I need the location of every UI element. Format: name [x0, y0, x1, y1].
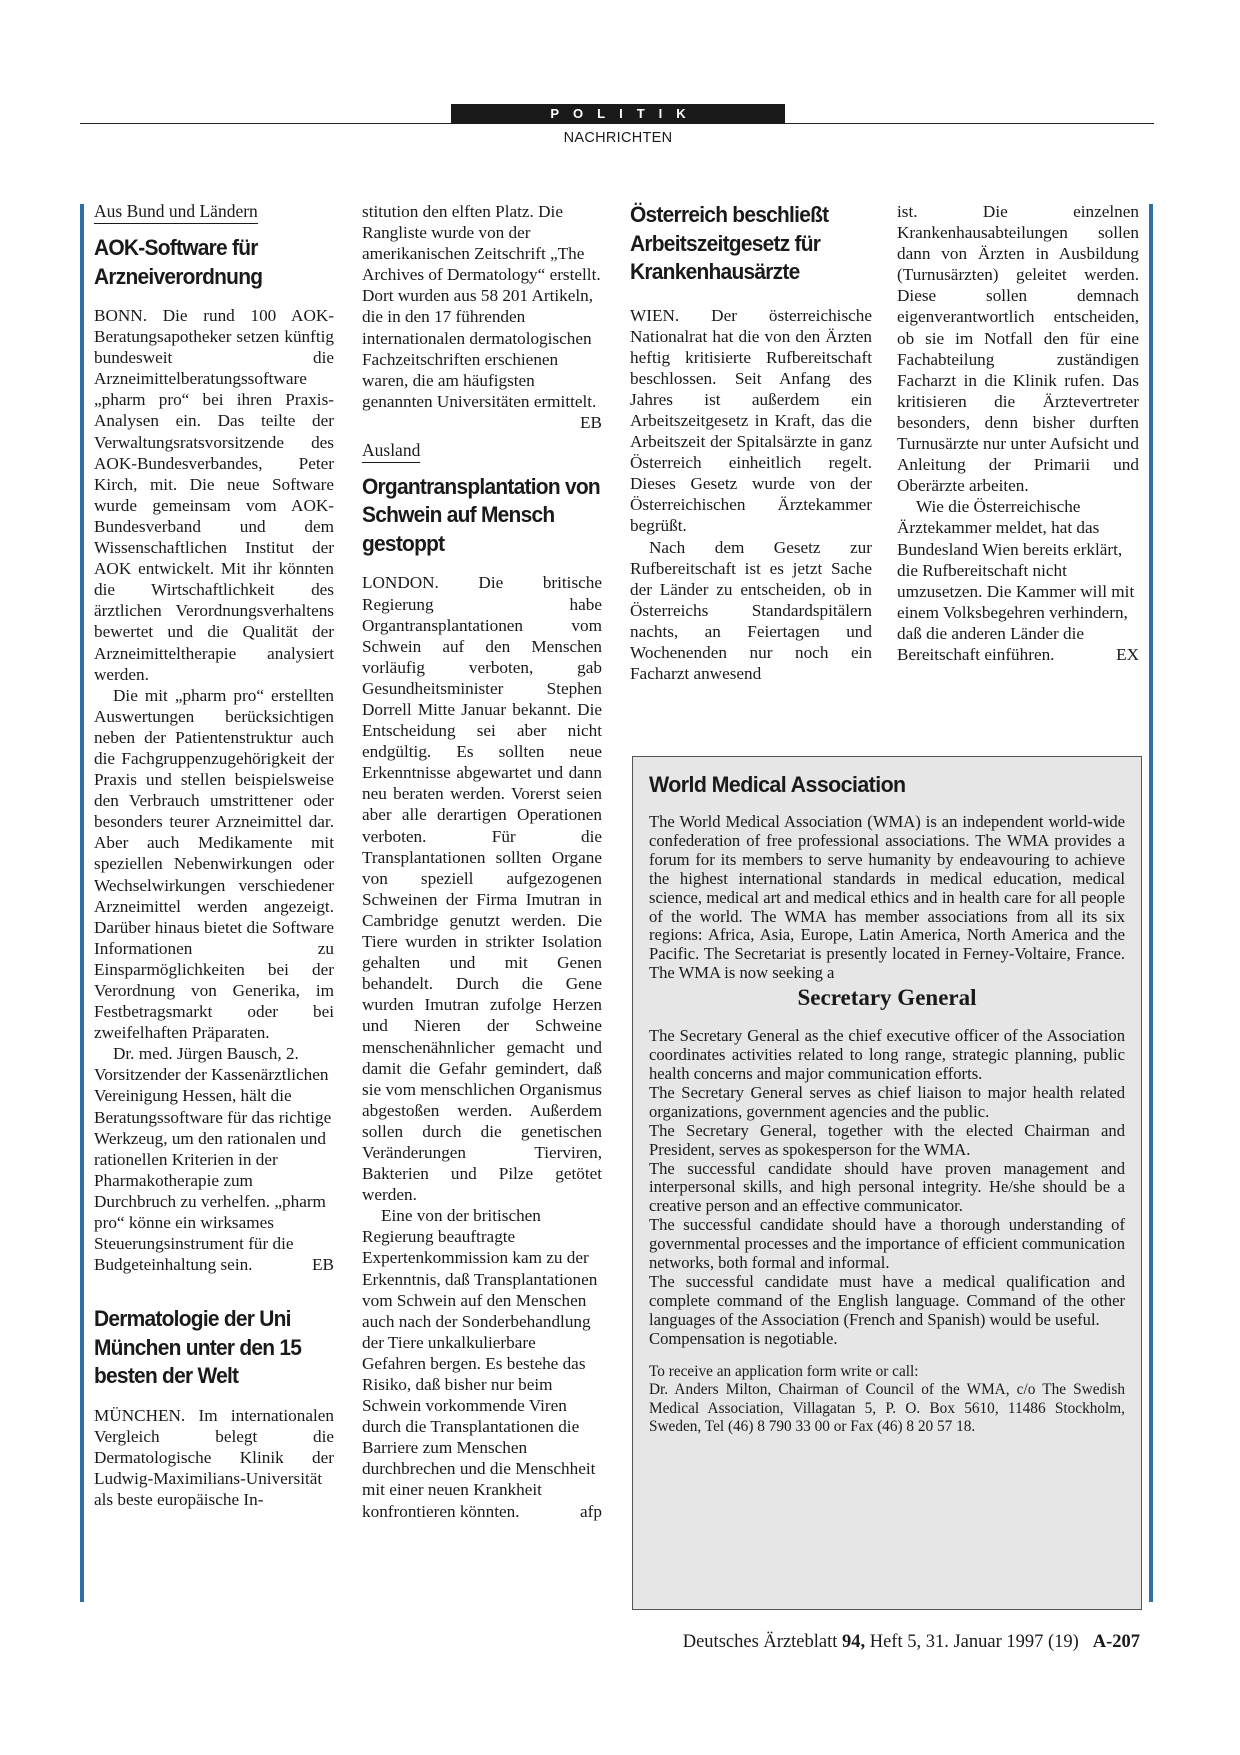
- paragraph: Die mit „pharm pro“ erstellten Auswertungen berücksichtigen neben der Patientenstruktur auch die Fachgruppenzugehörigkeit der Praxis und stellen beispielsweise den Verbrauch umstrittener oder besonders teurer Arzneimittel dar. Aber auch Medikamente mit speziellen Nebenwirkungen oder Wechselwirkungen verschiedener Arzneimittel werden angezeigt. Darüber hinaus bietet die Software Informationen zu Einsparmöglichkeiten bei der Verordnung von Generika, im Festbetragsmarkt oder bei zweifelhaften Präparaten.: [94, 685, 334, 1043]
- paragraph: BONN. Die rund 100 AOK-Beratungsapotheker setzen künftig bundesweit die Arzneimittelberatungssoftware „pharm pro“ bei ihren Praxis-Analysen ein. Das teilte der Verwaltungsratsvorsitzende des AOK-Bundesverbandes, Peter Kirch, mit. Die neue Software wurde gemeinsam vom AOK-Bundesverband und dem Wissenschaftlichen Institut der AOK entwickelt. Mit ihr könnten die Wirtschaftlichkeit des ärztlichen Verordnungsverhaltens bewertet und die Qualität der Arzneimitteltherapie analysiert werden.: [94, 306, 334, 684]
- author-sign: EX: [1116, 644, 1139, 664]
- ad-paragraph: The successful candidate must have a medical qualification and complete command of the English language. Command of the other languages of the Association (French and Spanish) would be useful.: [649, 1271, 1125, 1329]
- contact-intro: To receive an application form write or call:: [649, 1362, 919, 1380]
- ad-paragraph: The Secretary General serves as chief liaison to major health related organizations, government agencies and the public.: [649, 1082, 1125, 1121]
- headline-aok-software: AOK-Software für Arzneiverordnung: [94, 235, 263, 289]
- author-sign: EB: [580, 412, 602, 432]
- ad-paragraph: Compensation is negotiable.: [649, 1328, 838, 1348]
- ad-contact: [649, 1363, 1125, 1437]
- rubric-foreign: Ausland: [362, 440, 420, 463]
- author-sign: EB: [312, 1255, 334, 1275]
- section-label: POLITIK: [451, 104, 785, 124]
- ad-paragraph: The Secretary General, together with the elected Chairman and President, serves as spokesperson for the WMA.: [649, 1120, 1125, 1159]
- paragraph: LONDON. Die britische Regierung habe Organtransplantationen vom Schwein auf den Menschen vorläufig verboten, gab Gesundheitsminister Stephen Dorrell Mitte Januar bekannt. Die Entscheidung sei aber nicht endgültig. Es sollten neue Erkenntnisse abgewartet und dann neu beraten werden. Vorerst seien aber alle derartigen Operationen verboten. Für die Transplantationen sollten Organe von speziell aufgezogenen Schweinen der Firma Imutran in Cambridge genutzt werden. Die Tiere wurden in strikter Isolation gehalten und mit Genen behandelt. Durch die Gene wurden Imutran zufolge Herzen und Nieren der Schweine menschenähnlicher gemacht und damit die Gefahr gemindert, daß sie vom menschlichen Organismus abgestoßen werden. Außerdem sollen durch die genetischen Veränderungen Tierviren, Bakterien und Pilze getötet werden.: [362, 573, 602, 1205]
- ad-paragraph: The Secretary General as the chief executive officer of the Association coordinates activities related to long range, strategic planning, public health concerns and major communication efforts.: [649, 1026, 1125, 1083]
- volume-number: 94,: [841, 1632, 866, 1652]
- page-number: A-207: [1092, 1632, 1140, 1652]
- wma-job-advertisement: [632, 756, 1142, 1610]
- headline-organtransplantation: Organtransplantation von Schwein auf Mensch gestoppt: [362, 473, 600, 556]
- ad-paragraph: The successful candidate should have proven management and interpersonal skills, and high personal integrity. He/she should be a creative person and an effective communicator.: [649, 1158, 1125, 1216]
- page-footer: [620, 1632, 1140, 1653]
- ad-position: Secretary General: [797, 985, 977, 1011]
- contact-address: Dr. Anders Milton, Chairman of Council of the WMA, c/o The Swedish Medical Association, Villagatan 5, P. O. Box 5610, 11486 Stockholm, Sweden, Tel (46) 8 790 33 00 or Fax (46) 8 20 57 18.: [649, 1381, 1125, 1436]
- paragraph-text: Dr. med. Jürgen Bausch, 2. Vorsitzender der Kassenärztlichen Vereinigung Hessen, hält die Beratungssoftware für das richtige Werkzeug, um den rationalen und rationellen Kriterien in der Pharmakotherapie zum Durchbruch zu verhelfen. „pharm pro“ könne ein wirksames Steuerungsinstrument für die Budgeteinhaltung sein.: [94, 1044, 332, 1275]
- journal-name: Deutsches Ärzteblatt: [682, 1632, 838, 1652]
- column-1: [94, 201, 334, 1510]
- right-accent-bar: [1149, 204, 1153, 1602]
- headline-dermatologie: Dermatologie der Uni München unter den 15 besten der Welt: [94, 1306, 302, 1389]
- paragraph: Nach dem Gesetz zur Rufbereitschaft ist es jetzt Sache der Länder zu entscheiden, ob in Österreichs Standardspitälern nachts, an Feiertagen und Wochenenden nur noch ein Facharzt anwesend: [630, 537, 872, 684]
- column-3: [630, 201, 872, 684]
- paragraph: [362, 201, 602, 432]
- ad-paragraph: The successful candidate should have a thorough understanding of governmental processes and the importance of efficient communication networks, both formal and informal.: [649, 1215, 1125, 1273]
- paragraph: [94, 1043, 334, 1275]
- paragraph: WIEN. Der österreichische Nationalrat hat die von den Ärzten heftig kritisierte Rufbereitschaft beschlossen. Seit Anfang des Jahres ist außerdem ein Arbeitszeitgesetz in Kraft, das die Arbeitszeit der Spitalsärzte in ganz Österreich einheitlich regelt. Dieses Gesetz wurde von der Österreichischen Ärztekammer begrüßt.: [630, 305, 872, 536]
- subsection-label: NACHRICHTEN: [563, 130, 673, 146]
- paragraph: [362, 1205, 602, 1521]
- issue-info: Heft 5, 31. Januar 1997 (19): [869, 1632, 1079, 1652]
- paragraph: MÜNCHEN. Im internationalen Vergleich belegt die Dermatologische Klinik der Ludwig-Maximilians-Universität als beste europäische In-: [94, 1405, 334, 1510]
- paragraph-text: Wie die Österreichische Ärztekammer meldet, hat das Bundesland Wien bereits erklärt, die Rufbereitschaft nicht umzusetzen. Die Kammer will mit einem Volksbegehren verhindern, daß die anderen Länder die Bereitschaft einführen.: [897, 497, 1135, 664]
- ad-intro: The World Medical Association (WMA) is an independent world-wide confederation of free professional associations. The WMA provides a forum for its members to serve humanity by endeavouring to achieve the highest international standards in medical education, medical science, medical art and medical ethics and in health care for all people of the world. The WMA has member associations from all its six regions: Africa, Asia, Europe, Latin America, North America and the Pacific. The Secretariat is presently located in Ferney-Voltaire, France. The WMA is now seeking a: [649, 812, 1125, 983]
- ad-title: World Medical Association: [649, 772, 906, 797]
- column-2: [362, 201, 602, 1522]
- paragraph-text: stitution den elften Platz. Die Rangliste wurde von der amerikanischen Zeitschrift „The Archives of Dermatology“ erstellt. Dort wurden aus 58 201 Artikeln, die in den 17 führenden internationalen dermatologischen Fachzeitschriften erschienen waren, die am häufigsten genannten Universitäten ermittelt.: [362, 202, 601, 411]
- author-sign: afp: [580, 1501, 602, 1521]
- paragraph: [897, 496, 1139, 665]
- headline-oesterreich: Österreich beschließt Arbeitszeitgesetz für Krankenhausärzte: [630, 202, 829, 284]
- left-accent-bar: [80, 204, 84, 1602]
- paragraph-text: Eine von der britischen Regierung beauftragte Expertenkommission kam zu der Erkenntnis, daß Transplantationen vom Schwein auf den Menschen auch nach der Sonderbehandlung der Tiere unkalkulierbare Gefahren bergen. Es bestehe das Risiko, daß bisher nur beim Schwein vorkommende Viren durch die Transplantationen die Barriere zum Menschen durchbrechen und die Menschheit mit einer neuen Krankheit konfrontieren könnten.: [362, 1206, 598, 1521]
- paragraph: ist. Die einzelnen Krankenhausabteilungen sollen dann von Ärzten in Ausbildung (Turnusärzten) geleitet werden. Diese sollen demnach eigenverantwortlich entscheiden, ob sie im Notfall den für eine Fachabteilung zuständigen Facharzt in die Klinik rufen. Das kritisieren die Ärztevertreter besonders, denn bisher durften Turnusärzte nur unter Aufsicht und Anleitung der Primarii und Oberärzte arbeiten.: [897, 202, 1139, 496]
- rubric-domestic: Aus Bund und Ländern: [94, 201, 258, 224]
- column-4: [897, 201, 1139, 665]
